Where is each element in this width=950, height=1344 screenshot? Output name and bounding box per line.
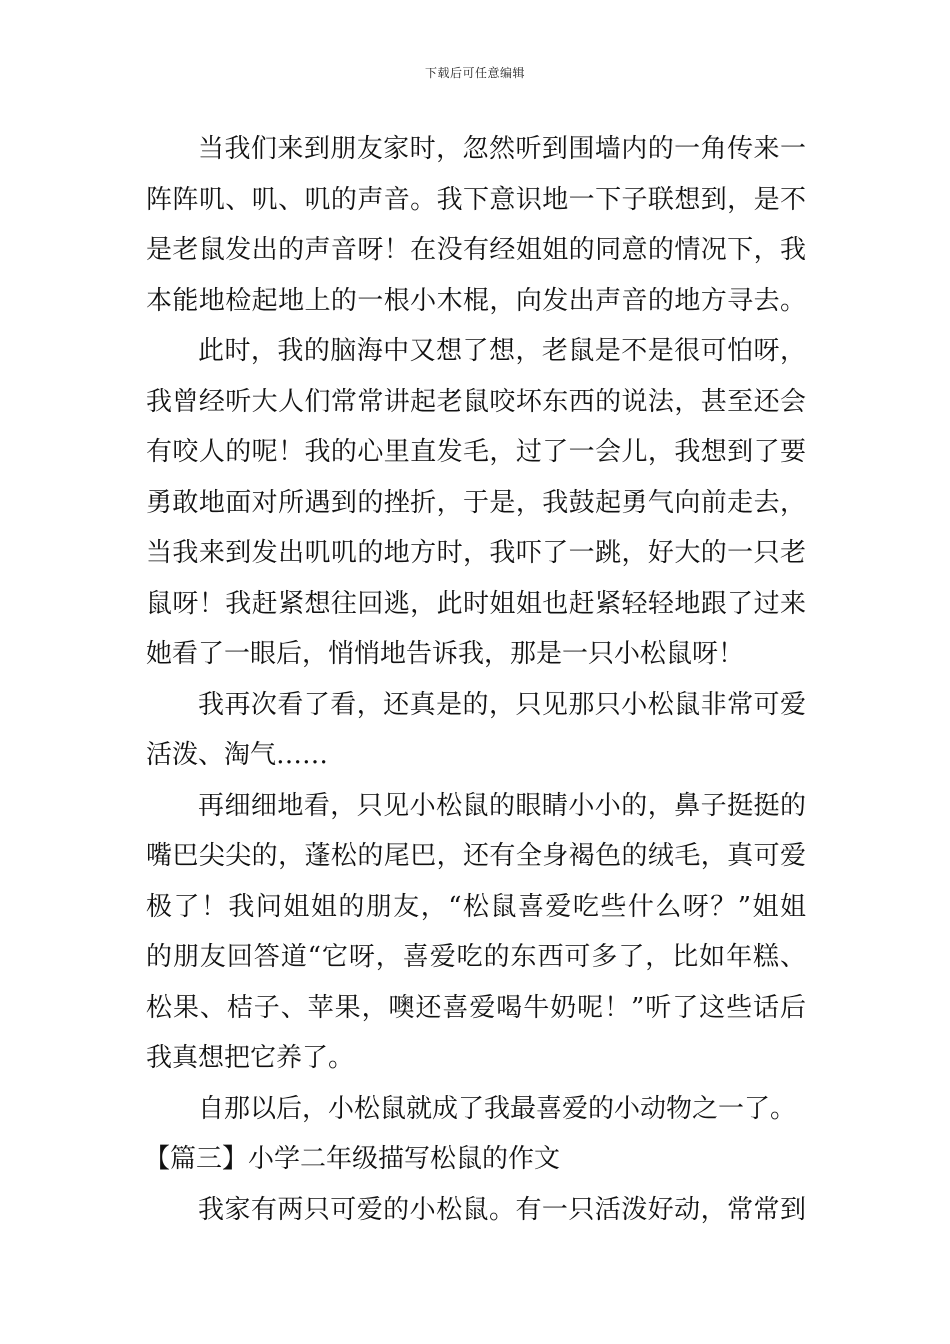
text-line: 勇敢地面对所遇到的挫折，于是，我鼓起勇气向前走去， xyxy=(146,487,806,518)
text-line: 当我们来到朋友家时，忽然听到围墙内的一角传来一 xyxy=(198,134,806,164)
text-line: 再细细地看，只见小松鼠的眼睛小小的，鼻子挺挺的 xyxy=(198,790,806,821)
document-body xyxy=(146,124,806,1235)
text-line: 自那以后，小松鼠就成了我最喜爱的小动物之一了。 xyxy=(198,1093,797,1124)
text-line: 嘴巴尖尖的，蓬松的尾巴，还有全身褐色的绒毛，真可爱 xyxy=(146,841,806,871)
text-line: 阵阵叽、叽、叽的声音。我下意识地一下子联想到，是不 xyxy=(146,184,806,215)
section-heading: 【篇三】小学二年级描写松鼠的作文 xyxy=(144,1144,561,1174)
text-line: 是老鼠发出的声音呀！在没有经姐姐的同意的情况下，我 xyxy=(146,235,806,265)
text-line: 的朋友回答道“它呀，喜爱吃的东西可多了，比如年糕、 xyxy=(146,942,806,972)
text-line: 活泼、淘气…… xyxy=(146,740,329,770)
text-line: 我家有两只可爱的小松鼠。有一只活泼好动，常常到 xyxy=(198,1194,806,1225)
text-line: 她看了一眼后，悄悄地告诉我，那是一只小松鼠呀！ xyxy=(146,639,745,669)
text-line: 本能地检起地上的一根小木棍，向发出声音的地方寻去。 xyxy=(146,285,806,316)
page-header: 下载后可任意编辑 xyxy=(424,66,525,80)
text-line: 我真想把它养了。 xyxy=(146,1043,355,1073)
text-line: 鼠呀！我赶紧想往回逃，此时姐姐也赶紧轻轻地跟了过来 xyxy=(146,588,806,619)
text-line: 我再次看了看，还真是的，只见那只小松鼠非常可爱 xyxy=(198,689,806,720)
text-line: 有咬人的呢！我的心里直发毛，过了一会儿，我想到了要 xyxy=(146,437,806,467)
text-line: 松果、桔子、苹果，噢还喜爱喝牛奶呢！”听了这些话后 xyxy=(146,992,806,1023)
text-line: 此时，我的脑海中又想了想，老鼠是不是很可怕呀， xyxy=(198,336,806,366)
text-line: 我曾经听大人们常常讲起老鼠咬坏东西的说法，甚至还会 xyxy=(146,386,806,417)
text-line: 极了！我问姐姐的朋友，“松鼠喜爱吃些什么呀？”姐姐 xyxy=(146,891,806,922)
text-line: 当我来到发出叽叽的地方时，我吓了一跳，好大的一只老 xyxy=(146,538,806,568)
